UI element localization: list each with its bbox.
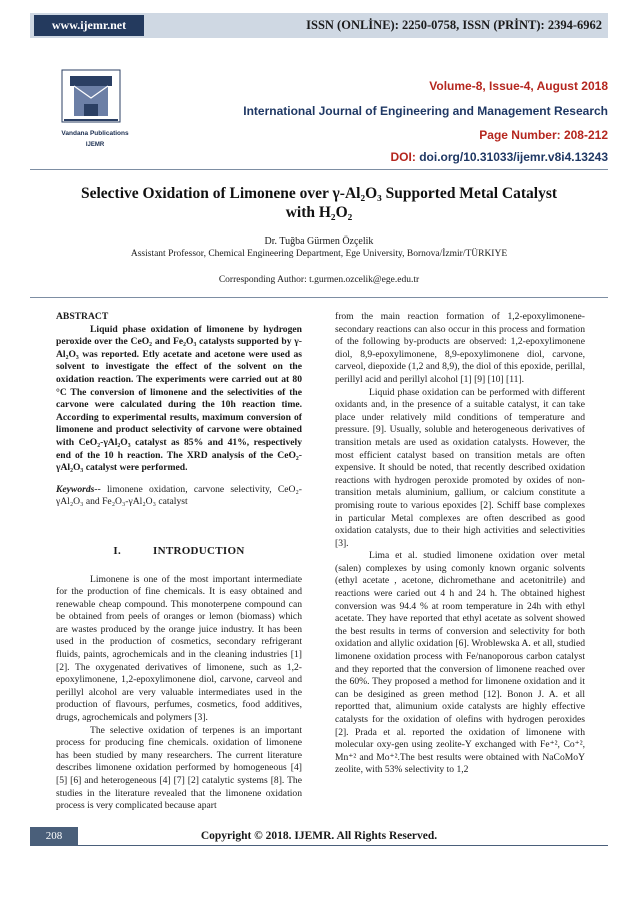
paragraph: Lima et al. studied limonene oxidation over metal (salen) complexes by using comonly known organic solvents (ethyl acetate , acetone, dichromethane and acetonitrile) and reactions were caried out 4 h and 24 h. The obtained highest conversion was 94.4 % at room temperature in 24h with ethyl acetate. They have reported that ethyl acetate as solvent showed the best results in terms of conversion and selectivity for both oxidation and allylic oxidation [6]. Wroblewska A. et all, studied limonene oxidation process with Fe/nanoporous carbon catalyst and they reported that the conversion of limonene reached over the 60%. They proposed a method for limonene oxidation and it can be desigined as green method [12]. Bonon J. A. et all reportted that, alimunium oxide catalysts are highly effective catalysts for the oxidation of olefins with hydrogen peroxides [2]. Prada et al. reported the oxidation of limonene with molecular oxy-gen using zeolite-Y exchanged with Fe⁺², Co⁺², Mn⁺² and Mo⁺².The best results were obtained with NaCoMoY zeolite, with 53% selectivity to 1,2	[335, 550, 585, 776]
doi-link[interactable]: doi.org/10.31033/ijemr.v8i4.13243	[419, 150, 608, 164]
paragraph: from the main reaction formation of 1,2-epoxylimonene-secondary reactions can also occur in this process and formation of the following by-products are observed: 1,2-epoxylimonene diol, 8,9-epoxylimonene, 8,9-epoxylimonene diol, carvone, carveol, diepoxide (1,2 and 8,9), the diol of this epoxide, perillal, perillyl acid and perillyl alcohol [1] [9] [10] [11].	[335, 311, 585, 385]
logo-abbrev: IJEMR	[85, 142, 105, 148]
page-footer	[30, 827, 608, 846]
page-number: Page Number: 208-212	[479, 128, 608, 142]
volume-issue: Volume-8, Issue-4, August 2018	[429, 79, 608, 93]
section-title: INTRODUCTION	[153, 544, 245, 557]
abstract-heading: ABSTRACT	[56, 311, 109, 322]
journal-header-bar	[30, 13, 608, 38]
right-column	[335, 311, 585, 777]
paragraph: Limonene is one of the most important intermediate for the production of fine chemicals. It is easy obtained and renewable cheap compound. This monoterpene compound can be obtained from peels of oranges or lemon (biomass) which are wastes produced by the orange juice industry. It has been used in the production of cosmetics, secondary refrigerant fluids, paints, agrochemicals and in the cleaning industries [1] [2]. The oxygenated derivatives of limonene, such as 1,2-epoxylimonene, 1,2-epoxylimonene diol, carvone, carveol and perillyl alcohol are very valuable intermediates used in the production of flavours, perfumes, cosmetics, food additives, drugs, agrochemicals and polymers [3].	[56, 573, 302, 724]
keywords	[56, 484, 302, 509]
paragraph: The selective oxidation of terpenes is an important process for producing fine chemicals. oxidation of limonene has been studied by many researchers. The current literature describes limonene oxidation performed by homogeneous [4] [5] [6] and heterogeneous [4] [7] [2] catalytic systems [8]. The studies in the literature revealed that the limonene oxidation process is very complicated because apart	[56, 724, 302, 812]
keywords-text: limonene oxidation, carvone selectivity, CeO₂-γAl₂O₃ and Fe₂O₃-γAl₂O₃ catalyst	[56, 483, 302, 508]
issn-text: ISSN (ONLİNE): 2250-0758, ISSN (PRİNT): 2394-6962	[306, 18, 602, 32]
keywords-label: Keywords--	[56, 483, 101, 495]
logo-caption: Vandana Publications	[61, 130, 129, 137]
author-name: Dr. Tuğba Gürmen Özçelik	[264, 236, 374, 247]
corresponding-author: Corresponding Author: t.gurmen.ozcelik@ege.edu.tr	[218, 275, 420, 285]
doi-line	[391, 150, 608, 164]
section-number: I.	[113, 544, 121, 557]
left-column	[56, 311, 302, 813]
section-heading	[56, 545, 302, 558]
doi-label: DOI:	[390, 150, 416, 164]
title-divider	[30, 297, 608, 298]
author-affiliation: Assistant Professor, Chemical Engineering Department, Ege University, Bornova/İzmir/TÜRKIYE	[130, 249, 508, 259]
footer-divider	[78, 845, 608, 846]
copyright-text: Copyright © 2018. IJEMR. All Rights Reserved.	[200, 830, 438, 842]
page-number-badge: 208	[30, 827, 78, 846]
header-divider	[30, 169, 608, 170]
paragraph: Liquid phase oxidation can be performed with different oxidants and, in the presence of a suitable catalyst, it can take place under relatively mild conditions of temperature and pressure. [9]. Usually, soluble and heterogeneous derivatives of transition metals are used as oxidation catalysts. However, the most efficient catalyst based on transition metals are often expensive. It should be noted, that recently described oxidation reactions with hydrogen peroxide promoted by oxides of non-transition metals aluminium, gallium, or calcium constitute a promising route to various epoxides [2]. Schiff base complexes in particular Metal complexes are often described as good oxidation catalysts, due to their high activities and selectivities [3].	[335, 386, 585, 549]
article-title	[40, 184, 598, 222]
title-line-2: with H₂O₂	[285, 204, 353, 221]
journal-name: International Journal of Engineering and Management Research	[243, 104, 608, 118]
title-line-1: Selective Oxidation of Limonene over γ-Al₂O₃ Supported Metal Catalyst	[80, 185, 558, 202]
journal-url[interactable]: www.ijemr.net	[34, 15, 144, 36]
abstract-body: Liquid phase oxidation of limonene by hydrogen peroxide over the CeO₂ and Fe₂O₃ catalysts supported by γ-Al₂O₃ was reported. Etly acetate and acetone were used as solvent to investigate the effect of the solvent on the oxidation reaction. The experiments were carried out at 80 °C The conversion of limonene and the selectivities of the carvone were calculated during the 10h reaction time. According to experimental results, maximum conversion of limonene and product selectivity of carvone were obtained with CeO₂-γAl₂O₃ catalyst as 85% and 41%, respectively end of the 10 h reaction. The XRD analysis of the CeO₂-γAl₂O₃ catalyst were performed.	[56, 323, 302, 474]
